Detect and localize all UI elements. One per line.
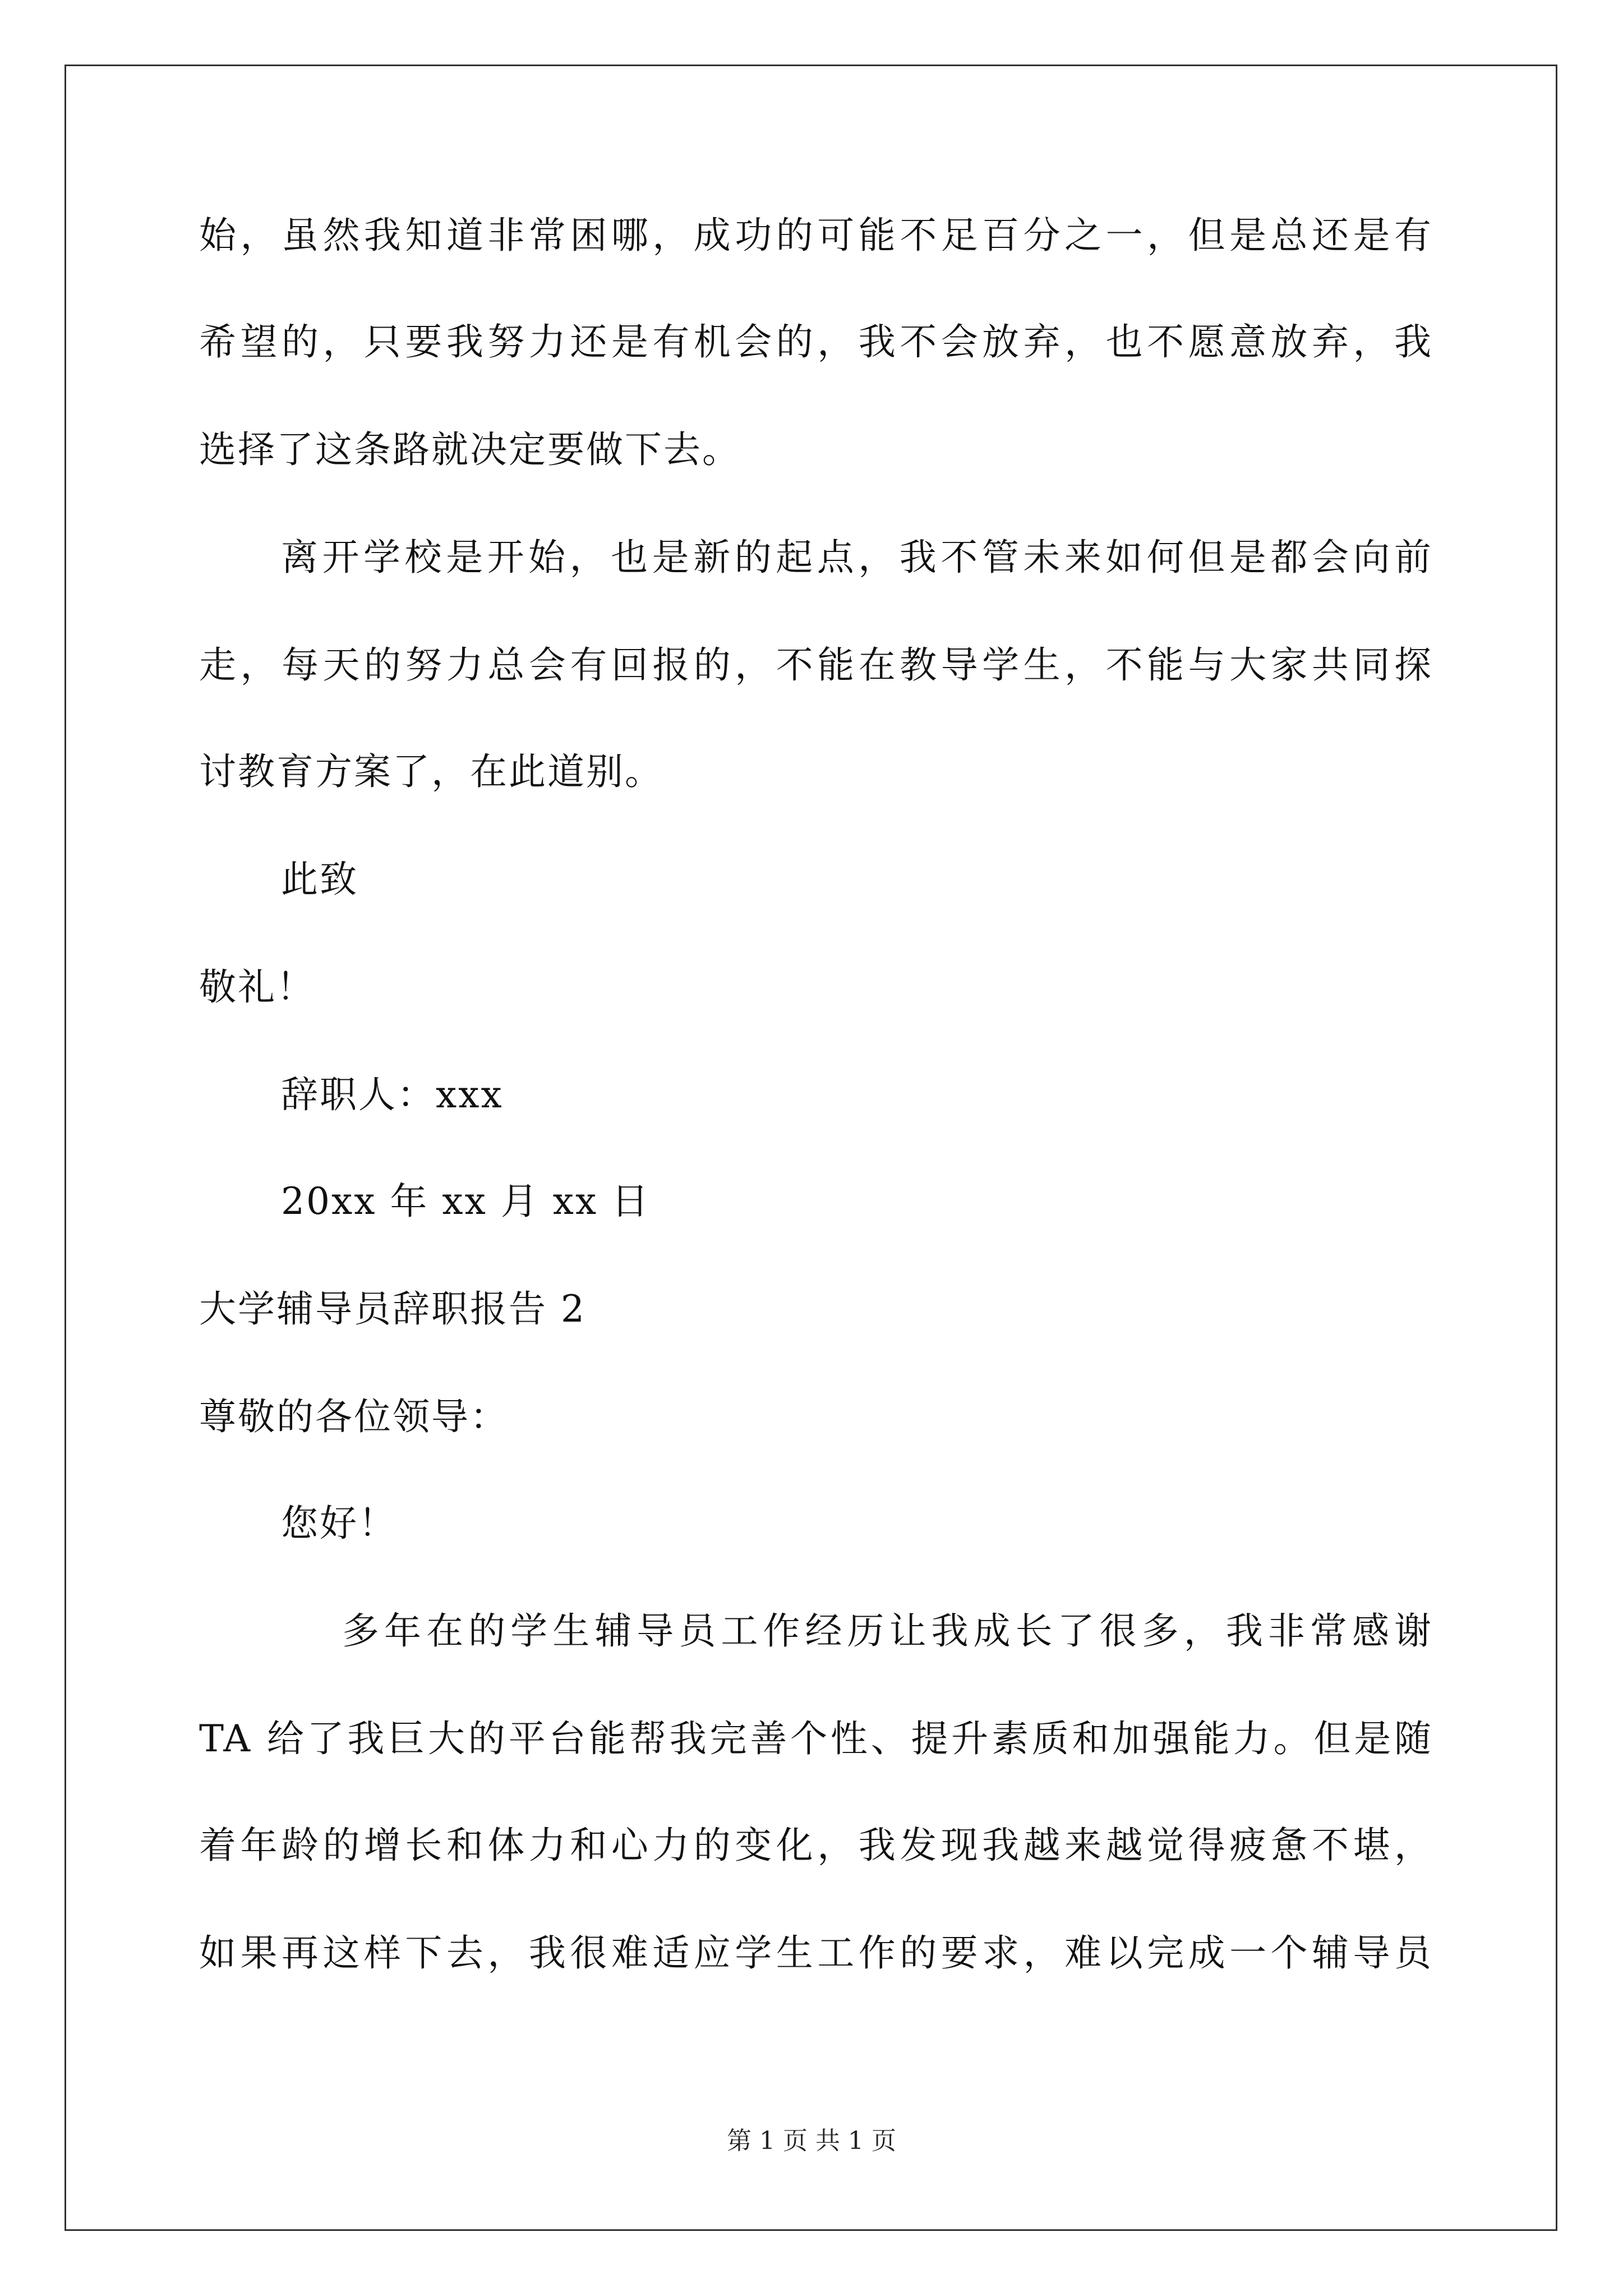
text-line: 始，虽然我知道非常困哪，成功的可能不足百分之一，但是总还是有	[199, 214, 1433, 257]
text-line: TA 给了我巨大的平台能帮我完善个性、提升素质和加强能力。但是随	[199, 1717, 1433, 1760]
text-line: 选择了这条路就决定要做下去。	[199, 428, 741, 471]
text-line: 希望的，只要我努力还是有机会的，我不会放弃，也不愿意放弃，我	[199, 320, 1433, 364]
closing-regards: 敬礼！	[199, 965, 315, 1009]
page-footer: 第 1 页 共 1 页	[727, 2127, 896, 2155]
text-line: 讨教育方案了，在此道别。	[199, 750, 663, 793]
paragraph-first-line: 多年在的学生辅导员工作经历让我成长了很多，我非常感谢	[342, 1609, 1433, 1653]
text-line: 如果再这样下去，我很难适应学生工作的要求，难以完成一个辅导员	[199, 1931, 1433, 1975]
signature-line: 辞职人：xxx	[281, 1073, 504, 1116]
text-line: 走，每天的努力总会有回报的，不能在教导学生，不能与大家共同探	[199, 643, 1433, 687]
paragraph-first-line: 离开学校是开始，也是新的起点，我不管未来如何但是都会向前	[281, 536, 1433, 579]
section-title: 大学辅导员辞职报告 2	[199, 1287, 586, 1331]
date-line: 20xx 年 xx 月 xx 日	[281, 1180, 651, 1223]
text-line: 着年龄的增长和体力和心力的变化，我发现我越来越觉得疲惫不堪，	[199, 1824, 1433, 1867]
greeting-hello: 您好！	[281, 1502, 397, 1545]
page-border	[64, 65, 1557, 2231]
closing-salutation: 此致	[281, 858, 358, 901]
greeting-line: 尊敬的各位领导：	[199, 1395, 509, 1438]
